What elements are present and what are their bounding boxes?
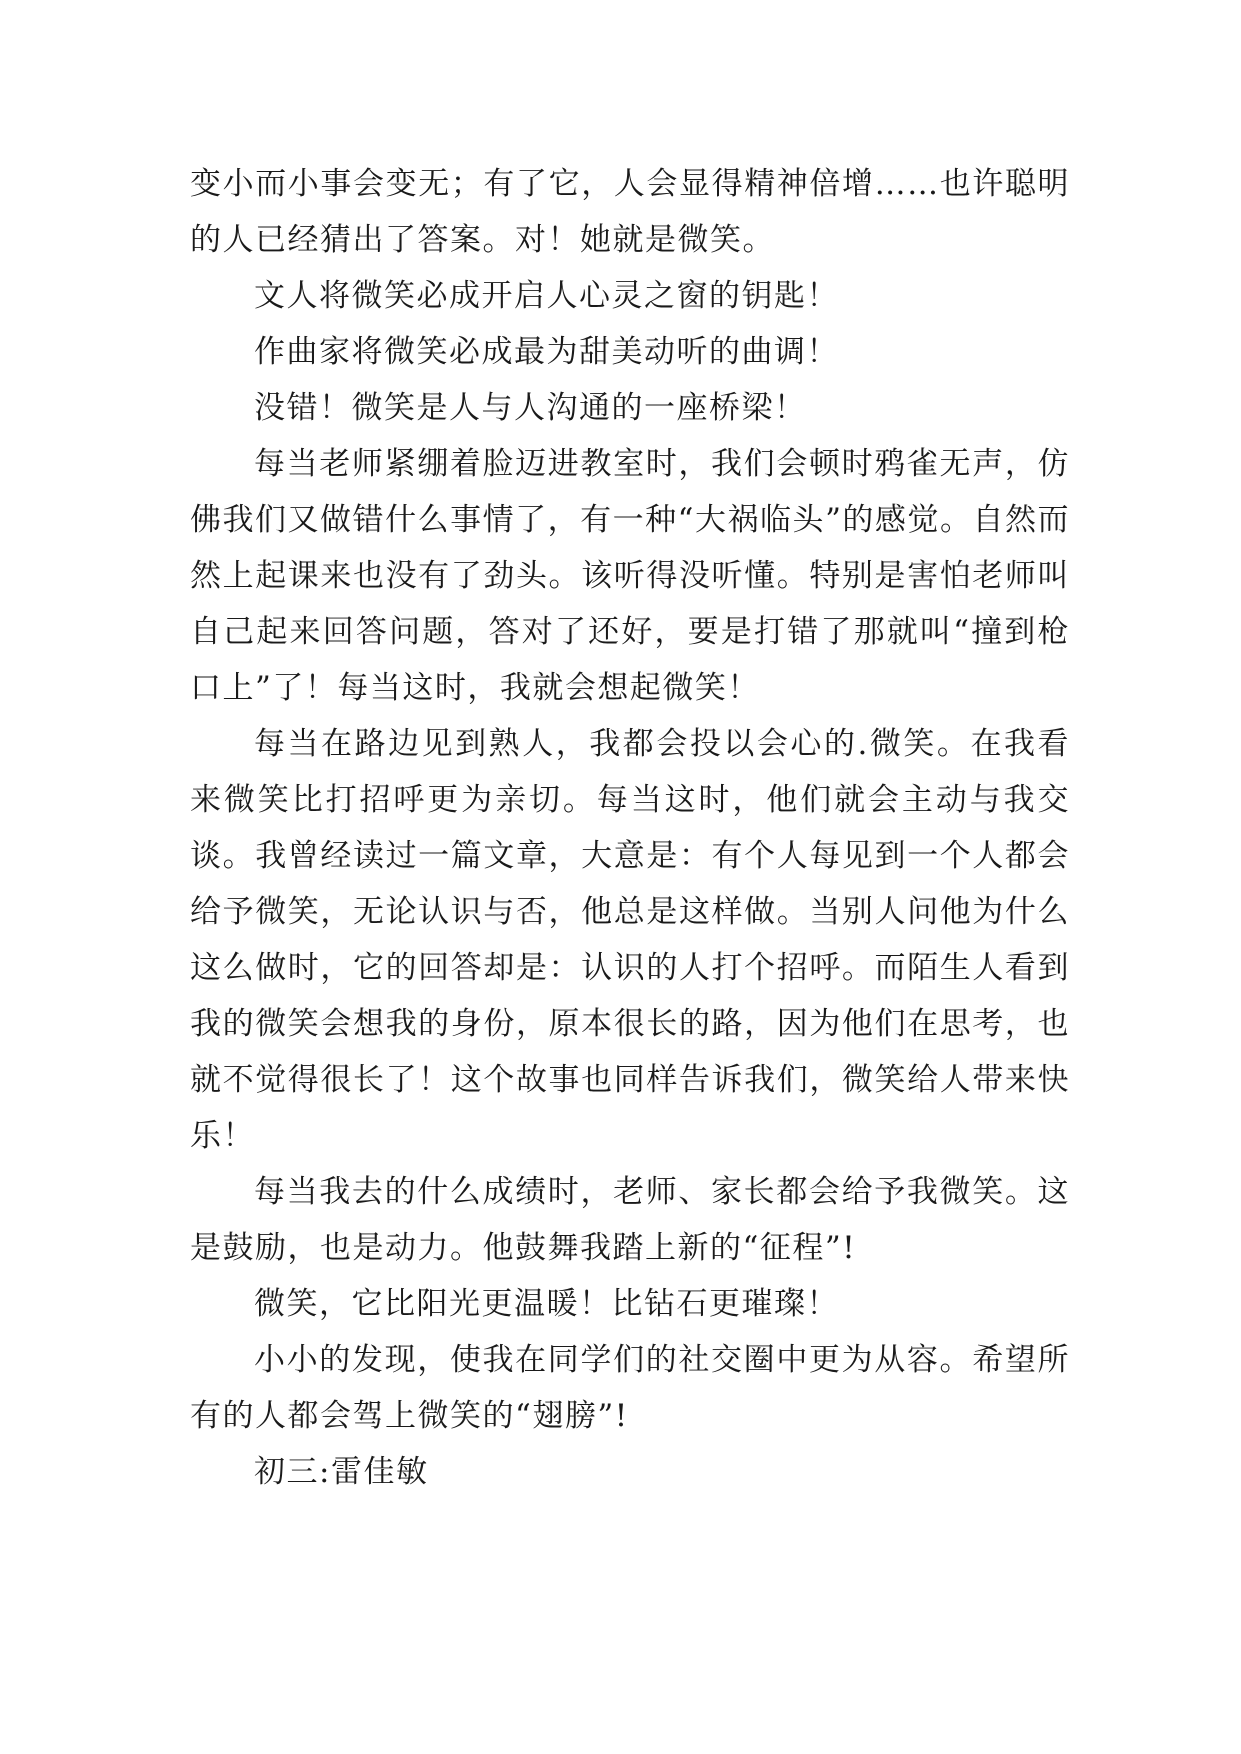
paragraph-writer-metaphor: 文人将微笑必成开启人心灵之窗的钥匙！ <box>254 278 839 314</box>
paragraph-bridge: 没错！微笑是人与人沟通的一座桥梁！ <box>254 390 807 426</box>
author-signature: 初三:雷佳敏 <box>254 1454 429 1490</box>
paragraph-composer-metaphor: 作曲家将微笑必成最为甜美动听的曲调！ <box>254 334 839 370</box>
paragraph-encouragement: 每当我去的什么成绩时，老师、家长都会给予我微笑。这是鼓励，也是动力。他鼓舞我踏上新的“征程”! <box>190 1174 1070 1266</box>
paragraph-conclusion: 小小的发现，使我在同学们的社交圈中更为从容。希望所有的人都会驾上微笑的“翅膀”! <box>190 1342 1070 1434</box>
essay-body <box>190 156 1070 1500</box>
paragraph-teacher: 每当老师紧绷着脸迈进教室时，我们会顿时鸦雀无声，仿佛我们又做错什么事情了，有一种“大祸临头”的感觉。自然而然上起课来也没有了劲头。该听得没听懂。特别是害怕老师叫自己起来回答问题，答对了还好，要是打错了那就叫“撞到枪口上”了！每当这时，我就会想起微笑！ <box>190 446 1070 706</box>
paragraph-continuation: 变小而小事会变无；有了它，人会显得精神倍增……也许聪明的人已经猜出了答案。对！她就是微笑。 <box>190 166 1070 258</box>
paragraph-acquaintance: 每当在路边见到熟人，我都会投以会心的.微笑。在我看来微笑比打招呼更为亲切。每当这时，他们就会主动与我交谈。我曾经读过一篇文章，大意是：有个人每见到一个人都会给予微笑，无论认识与否，他总是这样做。当别人问他为什么这么做时，它的回答却是：认识的人打个招呼。而陌生人看到我的微笑会想我的身份，原本很长的路，因为他们在思考，也就不觉得很长了！这个故事也同样告诉我们，微笑给人带来快乐！ <box>190 726 1070 1154</box>
paragraph-sunshine: 微笑，它比阳光更温暖！比钻石更璀璨！ <box>254 1286 839 1322</box>
